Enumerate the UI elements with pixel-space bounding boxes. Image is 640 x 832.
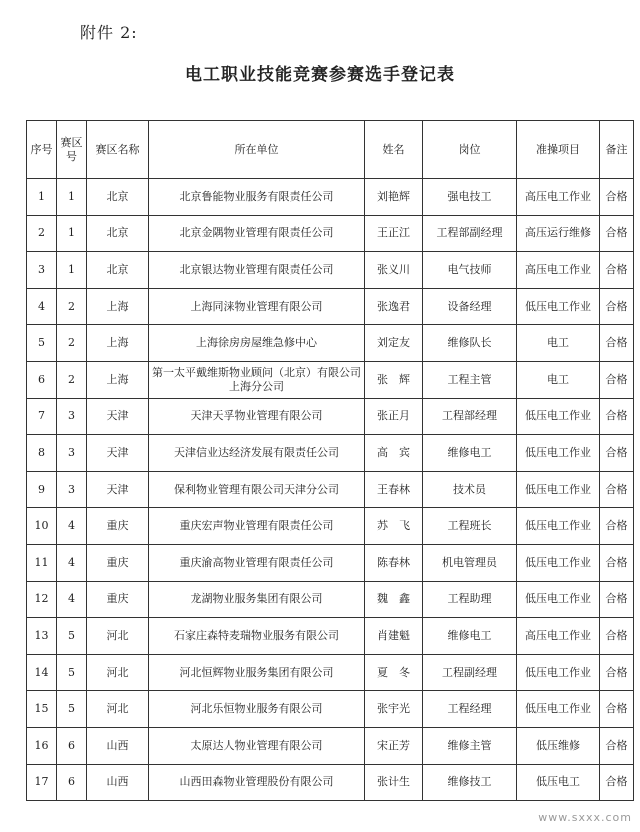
cell-name: 张义川 <box>365 252 423 289</box>
cell-post: 工程主管 <box>423 361 517 398</box>
table-body <box>27 179 634 801</box>
cell-remark: 合格 <box>600 398 634 435</box>
cell-project: 低压电工作业 <box>517 398 600 435</box>
cell-post: 工程助理 <box>423 581 517 618</box>
table-row <box>27 398 634 435</box>
cell-zone: 1 <box>57 179 87 216</box>
table-row <box>27 618 634 655</box>
cell-seq: 15 <box>27 691 57 728</box>
cell-zone: 5 <box>57 691 87 728</box>
cell-unit: 龙湖物业服务集团有限公司 <box>149 581 365 618</box>
cell-remark: 合格 <box>600 764 634 801</box>
cell-name: 陈春林 <box>365 544 423 581</box>
table-row <box>27 252 634 289</box>
cell-post: 设备经理 <box>423 288 517 325</box>
table-header-row <box>27 121 634 179</box>
cell-remark: 合格 <box>600 325 634 362</box>
header-unit: 所在单位 <box>149 121 365 179</box>
cell-name: 张正月 <box>365 398 423 435</box>
cell-remark: 合格 <box>600 288 634 325</box>
table-row <box>27 361 634 398</box>
cell-remark: 合格 <box>600 508 634 545</box>
table-row <box>27 508 634 545</box>
cell-seq: 12 <box>27 581 57 618</box>
cell-zone: 3 <box>57 398 87 435</box>
cell-project: 电工 <box>517 325 600 362</box>
cell-project: 低压电工作业 <box>517 288 600 325</box>
table-row <box>27 581 634 618</box>
cell-remark: 合格 <box>600 654 634 691</box>
cell-zone-name: 重庆 <box>87 508 149 545</box>
table-row <box>27 215 634 252</box>
cell-zone: 1 <box>57 252 87 289</box>
cell-project: 低压电工作业 <box>517 508 600 545</box>
table-row <box>27 691 634 728</box>
cell-unit: 重庆渝高物业管理有限责任公司 <box>149 544 365 581</box>
cell-name: 魏 鑫 <box>365 581 423 618</box>
cell-zone: 4 <box>57 508 87 545</box>
header-project: 准操项目 <box>517 121 600 179</box>
cell-remark: 合格 <box>600 727 634 764</box>
cell-zone: 3 <box>57 471 87 508</box>
table-row <box>27 179 634 216</box>
cell-seq: 8 <box>27 435 57 472</box>
table-row <box>27 471 634 508</box>
cell-seq: 7 <box>27 398 57 435</box>
cell-name: 张 辉 <box>365 361 423 398</box>
table-row <box>27 288 634 325</box>
cell-remark: 合格 <box>600 618 634 655</box>
cell-name: 刘艳辉 <box>365 179 423 216</box>
cell-unit: 天津天孚物业管理有限公司 <box>149 398 365 435</box>
cell-zone-name: 重庆 <box>87 544 149 581</box>
cell-zone: 5 <box>57 618 87 655</box>
cell-zone-name: 北京 <box>87 215 149 252</box>
cell-post: 维修技工 <box>423 764 517 801</box>
cell-project: 低压电工作业 <box>517 435 600 472</box>
cell-seq: 11 <box>27 544 57 581</box>
cell-unit: 上海徐房房屋维急修中心 <box>149 325 365 362</box>
header-zone: 赛区号 <box>57 121 87 179</box>
table-row <box>27 325 634 362</box>
cell-remark: 合格 <box>600 252 634 289</box>
cell-seq: 4 <box>27 288 57 325</box>
cell-project: 低压维修 <box>517 727 600 764</box>
cell-unit: 石家庄森特麦瑞物业服务有限公司 <box>149 618 365 655</box>
cell-post: 技术员 <box>423 471 517 508</box>
cell-seq: 16 <box>27 727 57 764</box>
cell-zone-name: 天津 <box>87 435 149 472</box>
cell-seq: 5 <box>27 325 57 362</box>
cell-project: 低压电工 <box>517 764 600 801</box>
cell-seq: 17 <box>27 764 57 801</box>
cell-unit: 重庆宏声物业管理有限责任公司 <box>149 508 365 545</box>
cell-project: 高压电工作业 <box>517 618 600 655</box>
cell-post: 电气技师 <box>423 252 517 289</box>
cell-zone-name: 上海 <box>87 361 149 398</box>
cell-remark: 合格 <box>600 435 634 472</box>
attachment-label: 附件 2: <box>80 23 138 42</box>
cell-name: 刘定友 <box>365 325 423 362</box>
cell-name: 肖建魁 <box>365 618 423 655</box>
cell-post: 工程经理 <box>423 691 517 728</box>
cell-zone: 3 <box>57 435 87 472</box>
cell-unit: 北京鲁能物业服务有限责任公司 <box>149 179 365 216</box>
cell-zone-name: 山西 <box>87 764 149 801</box>
cell-unit: 天津信业达经济发展有限责任公司 <box>149 435 365 472</box>
cell-zone: 6 <box>57 764 87 801</box>
cell-zone-name: 上海 <box>87 288 149 325</box>
table-row <box>27 727 634 764</box>
cell-name: 张计生 <box>365 764 423 801</box>
watermark: www.sxxx.com <box>538 811 632 824</box>
cell-post: 工程部经理 <box>423 398 517 435</box>
table-row <box>27 544 634 581</box>
cell-zone-name: 天津 <box>87 398 149 435</box>
cell-project: 低压电工作业 <box>517 544 600 581</box>
cell-unit: 河北乐恒物业服务有限公司 <box>149 691 365 728</box>
cell-name: 张逸君 <box>365 288 423 325</box>
cell-zone: 6 <box>57 727 87 764</box>
cell-zone-name: 重庆 <box>87 581 149 618</box>
cell-zone-name: 河北 <box>87 654 149 691</box>
cell-zone-name: 上海 <box>87 325 149 362</box>
cell-name: 宋正芳 <box>365 727 423 764</box>
cell-unit: 北京银达物业管理有限责任公司 <box>149 252 365 289</box>
cell-post: 机电管理员 <box>423 544 517 581</box>
cell-seq: 1 <box>27 179 57 216</box>
cell-zone-name: 天津 <box>87 471 149 508</box>
cell-remark: 合格 <box>600 544 634 581</box>
cell-unit: 太原达人物业管理有限公司 <box>149 727 365 764</box>
cell-remark: 合格 <box>600 215 634 252</box>
cell-zone-name: 山西 <box>87 727 149 764</box>
cell-project: 低压电工作业 <box>517 581 600 618</box>
cell-name: 高 宾 <box>365 435 423 472</box>
cell-zone: 4 <box>57 544 87 581</box>
cell-zone: 2 <box>57 325 87 362</box>
cell-post: 维修队长 <box>423 325 517 362</box>
header-zone-name: 赛区名称 <box>87 121 149 179</box>
cell-unit: 河北恒辉物业服务集团有限公司 <box>149 654 365 691</box>
table-row <box>27 435 634 472</box>
cell-project: 高压电工作业 <box>517 252 600 289</box>
header-remark: 备注 <box>600 121 634 179</box>
cell-zone: 2 <box>57 361 87 398</box>
cell-zone-name: 北京 <box>87 179 149 216</box>
registration-table <box>26 120 634 801</box>
cell-unit: 第一太平戴维斯物业顾问（北京）有限公司上海分公司 <box>149 361 365 398</box>
cell-post: 维修主管 <box>423 727 517 764</box>
cell-zone-name: 河北 <box>87 618 149 655</box>
cell-zone-name: 北京 <box>87 252 149 289</box>
cell-unit: 山西田森物业管理股份有限公司 <box>149 764 365 801</box>
cell-seq: 14 <box>27 654 57 691</box>
cell-remark: 合格 <box>600 471 634 508</box>
cell-remark: 合格 <box>600 361 634 398</box>
cell-unit: 北京金隅物业管理有限责任公司 <box>149 215 365 252</box>
cell-seq: 13 <box>27 618 57 655</box>
cell-zone: 4 <box>57 581 87 618</box>
cell-name: 王春林 <box>365 471 423 508</box>
cell-project: 高压电工作业 <box>517 179 600 216</box>
cell-post: 工程部副经理 <box>423 215 517 252</box>
table-row <box>27 764 634 801</box>
cell-unit: 保利物业管理有限公司天津分公司 <box>149 471 365 508</box>
cell-name: 王正江 <box>365 215 423 252</box>
cell-zone: 5 <box>57 654 87 691</box>
cell-name: 张宇光 <box>365 691 423 728</box>
cell-remark: 合格 <box>600 179 634 216</box>
cell-remark: 合格 <box>600 581 634 618</box>
cell-name: 苏 飞 <box>365 508 423 545</box>
cell-project: 低压电工作业 <box>517 471 600 508</box>
cell-project: 低压电工作业 <box>517 654 600 691</box>
cell-seq: 6 <box>27 361 57 398</box>
cell-project: 高压运行维修 <box>517 215 600 252</box>
cell-remark: 合格 <box>600 691 634 728</box>
cell-zone: 2 <box>57 288 87 325</box>
cell-name: 夏 冬 <box>365 654 423 691</box>
cell-project: 电工 <box>517 361 600 398</box>
cell-post: 维修电工 <box>423 435 517 472</box>
header-post: 岗位 <box>423 121 517 179</box>
header-seq: 序号 <box>27 121 57 179</box>
cell-seq: 3 <box>27 252 57 289</box>
cell-post: 强电技工 <box>423 179 517 216</box>
cell-post: 工程副经理 <box>423 654 517 691</box>
cell-zone: 1 <box>57 215 87 252</box>
cell-unit: 上海同涞物业管理有限公司 <box>149 288 365 325</box>
header-name: 姓名 <box>365 121 423 179</box>
cell-seq: 2 <box>27 215 57 252</box>
cell-seq: 10 <box>27 508 57 545</box>
table-row <box>27 654 634 691</box>
page-title: 电工职业技能竞赛参赛选手登记表 <box>185 65 455 85</box>
cell-zone-name: 河北 <box>87 691 149 728</box>
cell-project: 低压电工作业 <box>517 691 600 728</box>
cell-seq: 9 <box>27 471 57 508</box>
cell-post: 维修电工 <box>423 618 517 655</box>
cell-post: 工程班长 <box>423 508 517 545</box>
